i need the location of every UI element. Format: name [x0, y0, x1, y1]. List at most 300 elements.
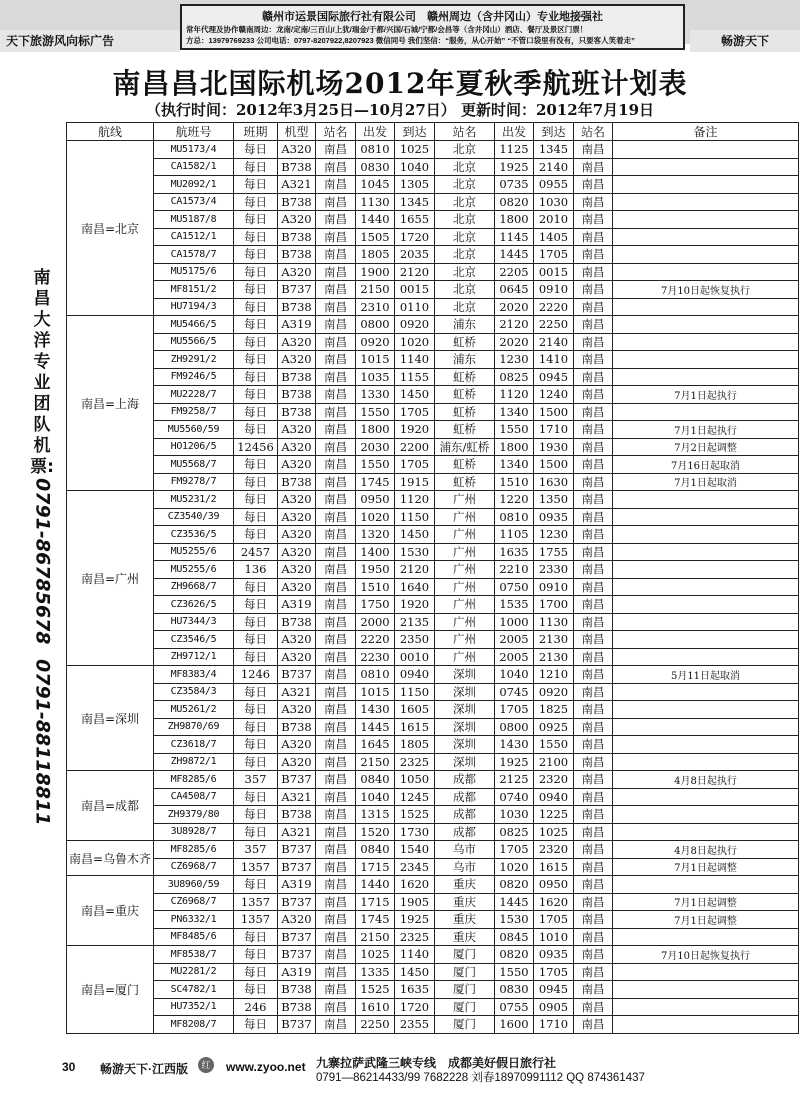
return-station-cell: 南昌 [574, 753, 613, 771]
origin-station-cell: 南昌 [316, 193, 356, 211]
return-station-cell: 南昌 [574, 246, 613, 264]
departure-time-cell: 2220 [356, 631, 395, 649]
aircraft-type-cell: B737 [278, 1016, 316, 1034]
remark-cell: 7月1日起调整 [613, 893, 799, 911]
arrival-time-cell: 1720 [395, 998, 435, 1016]
return-departure-time-cell: 0740 [495, 788, 534, 806]
origin-station-cell: 南昌 [316, 473, 356, 491]
departure-time-cell: 1805 [356, 246, 395, 264]
schedule-days-cell: 每日 [234, 263, 278, 281]
origin-station-cell: 南昌 [316, 1016, 356, 1034]
return-departure-time-cell: 0820 [495, 946, 534, 964]
origin-station-cell: 南昌 [316, 526, 356, 544]
remark-cell [613, 806, 799, 824]
return-station-cell: 南昌 [574, 176, 613, 194]
destination-station-cell: 北京 [435, 281, 495, 299]
departure-time-cell: 1130 [356, 193, 395, 211]
aircraft-type-cell: B738 [278, 806, 316, 824]
column-header: 站名 [435, 123, 495, 141]
destination-station-cell: 深圳 [435, 701, 495, 719]
flight-number-cell: CZ3626/5 [154, 596, 234, 614]
departure-time-cell: 1015 [356, 683, 395, 701]
return-departure-time-cell: 2205 [495, 263, 534, 281]
schedule-days-cell: 每日 [234, 491, 278, 509]
return-departure-time-cell: 0750 [495, 578, 534, 596]
table-row [67, 333, 799, 351]
destination-station-cell: 深圳 [435, 718, 495, 736]
table-row [67, 298, 799, 316]
destination-station-cell: 虹桥 [435, 333, 495, 351]
arrival-time-cell: 1925 [395, 911, 435, 929]
return-departure-time-cell: 1600 [495, 1016, 534, 1034]
remark-cell [613, 508, 799, 526]
arrival-time-cell: 1150 [395, 508, 435, 526]
flight-number-cell: ZH9379/80 [154, 806, 234, 824]
return-station-cell: 南昌 [574, 928, 613, 946]
flight-number-cell: CA1573/4 [154, 193, 234, 211]
flight-number-cell: 3U8960/59 [154, 876, 234, 894]
side-advert [30, 268, 54, 825]
schedule-days-cell: 每日 [234, 211, 278, 229]
return-station-cell: 南昌 [574, 403, 613, 421]
aircraft-type-cell: A320 [278, 421, 316, 439]
route-cell: 南昌=乌鲁木齐 [67, 841, 154, 876]
schedule-days-cell: 1357 [234, 893, 278, 911]
column-header: 航线 [67, 123, 154, 141]
column-header: 到达 [395, 123, 435, 141]
table-row [67, 648, 799, 666]
route-cell: 南昌=重庆 [67, 876, 154, 946]
origin-station-cell: 南昌 [316, 648, 356, 666]
destination-station-cell: 重庆 [435, 928, 495, 946]
destination-station-cell: 广州 [435, 561, 495, 579]
remark-cell [613, 246, 799, 264]
return-station-cell: 南昌 [574, 438, 613, 456]
return-station-cell: 南昌 [574, 473, 613, 491]
schedule-days-cell: 每日 [234, 316, 278, 334]
destination-station-cell: 厦门 [435, 963, 495, 981]
departure-time-cell: 1510 [356, 578, 395, 596]
table-row [67, 281, 799, 299]
schedule-days-cell: 1246 [234, 666, 278, 684]
arrival-time-cell: 1450 [395, 386, 435, 404]
departure-time-cell: 1440 [356, 211, 395, 229]
footer-ad-line1: 九寨拉萨武隆三峡专线 成都美好假日旅行社 [316, 1056, 557, 1070]
page-subtitle: （执行时间：2012年3月25日—10月27日） 更新时间：2012年7月19日 [145, 101, 655, 119]
remark-cell [613, 998, 799, 1016]
header-advert-title [182, 8, 683, 24]
return-departure-time-cell: 0825 [495, 368, 534, 386]
origin-station-cell: 南昌 [316, 508, 356, 526]
return-arrival-time-cell: 1410 [534, 351, 574, 369]
return-station-cell: 南昌 [574, 823, 613, 841]
flight-number-cell: MU5466/5 [154, 316, 234, 334]
destination-station-cell: 广州 [435, 543, 495, 561]
schedule-days-cell: 每日 [234, 246, 278, 264]
return-arrival-time-cell: 2320 [534, 771, 574, 789]
schedule-days-cell: 每日 [234, 981, 278, 999]
arrival-time-cell: 1920 [395, 421, 435, 439]
return-arrival-time-cell: 2100 [534, 753, 574, 771]
arrival-time-cell: 2120 [395, 263, 435, 281]
destination-station-cell: 广州 [435, 508, 495, 526]
arrival-time-cell: 1615 [395, 718, 435, 736]
flight-number-cell: CA4508/7 [154, 788, 234, 806]
departure-time-cell: 1750 [356, 596, 395, 614]
remark-cell [613, 491, 799, 509]
schedule-days-cell: 1357 [234, 911, 278, 929]
return-station-cell: 南昌 [574, 683, 613, 701]
return-arrival-time-cell: 2250 [534, 316, 574, 334]
publication-name: 畅游天下·江西版 [100, 1062, 188, 1076]
arrival-time-cell: 1915 [395, 473, 435, 491]
departure-time-cell: 1520 [356, 823, 395, 841]
departure-time-cell: 1025 [356, 946, 395, 964]
route-cell: 南昌=成都 [67, 771, 154, 841]
destination-station-cell: 成都 [435, 771, 495, 789]
flight-number-cell: SC4782/1 [154, 981, 234, 999]
destination-station-cell: 北京 [435, 246, 495, 264]
arrival-time-cell: 1635 [395, 981, 435, 999]
header-right-label: 畅游天下 [690, 30, 800, 52]
return-departure-time-cell: 1535 [495, 596, 534, 614]
destination-station-cell: 浦东/虹桥 [435, 438, 495, 456]
return-arrival-time-cell: 1500 [534, 403, 574, 421]
column-header: 到达 [534, 123, 574, 141]
aircraft-type-cell: B738 [278, 228, 316, 246]
return-arrival-time-cell: 1930 [534, 438, 574, 456]
return-departure-time-cell: 1020 [495, 858, 534, 876]
return-arrival-time-cell: 0945 [534, 368, 574, 386]
departure-time-cell: 1015 [356, 351, 395, 369]
return-departure-time-cell: 0810 [495, 508, 534, 526]
arrival-time-cell: 0940 [395, 666, 435, 684]
table-row [67, 263, 799, 281]
flight-number-cell: ZH9712/1 [154, 648, 234, 666]
aircraft-type-cell: B737 [278, 281, 316, 299]
schedule-days-cell: 每日 [234, 928, 278, 946]
return-station-cell: 南昌 [574, 193, 613, 211]
return-arrival-time-cell: 0935 [534, 946, 574, 964]
return-arrival-time-cell: 2220 [534, 298, 574, 316]
return-arrival-time-cell: 1755 [534, 543, 574, 561]
aircraft-type-cell: A321 [278, 176, 316, 194]
table-row [67, 211, 799, 229]
return-station-cell: 南昌 [574, 806, 613, 824]
return-station-cell: 南昌 [574, 613, 613, 631]
schedule-days-cell: 每日 [234, 648, 278, 666]
table-header-row [67, 123, 799, 141]
origin-station-cell: 南昌 [316, 351, 356, 369]
origin-station-cell: 南昌 [316, 281, 356, 299]
return-departure-time-cell: 1430 [495, 736, 534, 754]
table-row [67, 683, 799, 701]
page-footer [0, 1052, 800, 1100]
return-arrival-time-cell: 1700 [534, 596, 574, 614]
return-station-cell: 南昌 [574, 508, 613, 526]
arrival-time-cell: 1540 [395, 841, 435, 859]
return-station-cell: 南昌 [574, 158, 613, 176]
schedule-days-cell: 每日 [234, 631, 278, 649]
return-station-cell: 南昌 [574, 893, 613, 911]
return-station-cell: 南昌 [574, 998, 613, 1016]
table-row [67, 316, 799, 334]
remark-cell [613, 876, 799, 894]
destination-station-cell: 乌市 [435, 841, 495, 859]
schedule-days-cell: 357 [234, 771, 278, 789]
origin-station-cell: 南昌 [316, 893, 356, 911]
departure-time-cell: 0830 [356, 158, 395, 176]
return-arrival-time-cell: 1615 [534, 858, 574, 876]
destination-station-cell: 北京 [435, 298, 495, 316]
aircraft-type-cell: B738 [278, 718, 316, 736]
table-row [67, 876, 799, 894]
departure-time-cell: 2230 [356, 648, 395, 666]
aircraft-type-cell: A320 [278, 508, 316, 526]
return-arrival-time-cell: 0945 [534, 981, 574, 999]
return-station-cell: 南昌 [574, 771, 613, 789]
table-row [67, 946, 799, 964]
return-station-cell: 南昌 [574, 666, 613, 684]
departure-time-cell: 0920 [356, 333, 395, 351]
return-departure-time-cell: 1800 [495, 211, 534, 229]
flight-number-cell: MF8383/4 [154, 666, 234, 684]
header-company: 赣州市运景国际旅行社有限公司 [262, 11, 416, 23]
remark-cell [613, 963, 799, 981]
return-arrival-time-cell: 2320 [534, 841, 574, 859]
aircraft-type-cell: A320 [278, 578, 316, 596]
schedule-days-cell: 1357 [234, 858, 278, 876]
return-departure-time-cell: 1030 [495, 806, 534, 824]
remark-cell [613, 141, 799, 159]
aircraft-type-cell: A319 [278, 876, 316, 894]
arrival-time-cell: 1730 [395, 823, 435, 841]
return-station-cell: 南昌 [574, 298, 613, 316]
table-row [67, 631, 799, 649]
aircraft-type-cell: A321 [278, 823, 316, 841]
aircraft-type-cell: B738 [278, 981, 316, 999]
flight-number-cell: MU5255/6 [154, 543, 234, 561]
origin-station-cell: 南昌 [316, 333, 356, 351]
table-row [67, 841, 799, 859]
flight-number-cell: MF8285/6 [154, 841, 234, 859]
origin-station-cell: 南昌 [316, 876, 356, 894]
return-departure-time-cell: 1340 [495, 403, 534, 421]
return-station-cell: 南昌 [574, 281, 613, 299]
destination-station-cell: 虹桥 [435, 368, 495, 386]
arrival-time-cell: 2035 [395, 246, 435, 264]
flight-number-cell: MU2228/7 [154, 386, 234, 404]
schedule-days-cell: 12456 [234, 438, 278, 456]
remark-cell: 4月8日起执行 [613, 841, 799, 859]
return-station-cell: 南昌 [574, 211, 613, 229]
origin-station-cell: 南昌 [316, 403, 356, 421]
origin-station-cell: 南昌 [316, 981, 356, 999]
aircraft-type-cell: A320 [278, 141, 316, 159]
return-station-cell: 南昌 [574, 491, 613, 509]
header-left-label: 天下旅游风向标广告 [0, 30, 180, 52]
departure-time-cell: 0950 [356, 491, 395, 509]
origin-station-cell: 南昌 [316, 176, 356, 194]
arrival-time-cell: 1345 [395, 193, 435, 211]
return-departure-time-cell: 1550 [495, 963, 534, 981]
flight-number-cell: MU5173/4 [154, 141, 234, 159]
flight-number-cell: CA1578/7 [154, 246, 234, 264]
schedule-days-cell: 每日 [234, 823, 278, 841]
site-url[interactable]: www.zyoo.net [226, 1060, 306, 1074]
arrival-time-cell: 1655 [395, 211, 435, 229]
return-arrival-time-cell: 0905 [534, 998, 574, 1016]
aircraft-type-cell: A320 [278, 561, 316, 579]
table-row [67, 858, 799, 876]
return-arrival-time-cell: 0935 [534, 508, 574, 526]
departure-time-cell: 1430 [356, 701, 395, 719]
table-row [67, 368, 799, 386]
origin-station-cell: 南昌 [316, 823, 356, 841]
schedule-days-cell: 每日 [234, 456, 278, 474]
remark-cell [613, 578, 799, 596]
destination-station-cell: 厦门 [435, 998, 495, 1016]
return-station-cell: 南昌 [574, 736, 613, 754]
flight-number-cell: CZ3540/39 [154, 508, 234, 526]
table-row [67, 736, 799, 754]
column-header: 机型 [278, 123, 316, 141]
schedule-days-cell: 每日 [234, 806, 278, 824]
destination-station-cell: 成都 [435, 788, 495, 806]
table-row [67, 613, 799, 631]
origin-station-cell: 南昌 [316, 946, 356, 964]
table-row [67, 718, 799, 736]
origin-station-cell: 南昌 [316, 543, 356, 561]
return-station-cell: 南昌 [574, 263, 613, 281]
flight-number-cell: MF8485/6 [154, 928, 234, 946]
return-arrival-time-cell: 0925 [534, 718, 574, 736]
return-station-cell: 南昌 [574, 141, 613, 159]
remark-cell: 7月1日起执行 [613, 421, 799, 439]
aircraft-type-cell: B737 [278, 666, 316, 684]
departure-time-cell: 1525 [356, 981, 395, 999]
return-departure-time-cell: 2125 [495, 771, 534, 789]
destination-station-cell: 广州 [435, 526, 495, 544]
arrival-time-cell: 2355 [395, 1016, 435, 1034]
column-header: 出发 [495, 123, 534, 141]
page-header [0, 0, 800, 58]
schedule-days-cell: 每日 [234, 403, 278, 421]
arrival-time-cell: 0920 [395, 316, 435, 334]
departure-time-cell: 1550 [356, 403, 395, 421]
remark-cell [613, 823, 799, 841]
schedule-days-cell: 136 [234, 561, 278, 579]
return-departure-time-cell: 1510 [495, 473, 534, 491]
return-arrival-time-cell: 1350 [534, 491, 574, 509]
return-station-cell: 南昌 [574, 981, 613, 999]
aircraft-type-cell: B738 [278, 613, 316, 631]
remark-cell [613, 351, 799, 369]
departure-time-cell: 1715 [356, 893, 395, 911]
origin-station-cell: 南昌 [316, 841, 356, 859]
remark-cell [613, 368, 799, 386]
return-arrival-time-cell: 1710 [534, 421, 574, 439]
origin-station-cell: 南昌 [316, 736, 356, 754]
arrival-time-cell: 2120 [395, 561, 435, 579]
origin-station-cell: 南昌 [316, 421, 356, 439]
remark-cell [613, 928, 799, 946]
schedule-days-cell: 每日 [234, 736, 278, 754]
remark-cell: 7月2日起调整 [613, 438, 799, 456]
aircraft-type-cell: A319 [278, 596, 316, 614]
remark-cell: 7月10日起恢复执行 [613, 946, 799, 964]
return-departure-time-cell: 0820 [495, 193, 534, 211]
return-station-cell: 南昌 [574, 631, 613, 649]
origin-station-cell: 南昌 [316, 666, 356, 684]
arrival-time-cell: 0015 [395, 281, 435, 299]
return-station-cell: 南昌 [574, 841, 613, 859]
remark-cell [613, 561, 799, 579]
destination-station-cell: 虹桥 [435, 421, 495, 439]
return-departure-time-cell: 1925 [495, 753, 534, 771]
flight-number-cell: CZ3546/5 [154, 631, 234, 649]
remark-cell [613, 981, 799, 999]
table-row [67, 1016, 799, 1034]
departure-time-cell: 1040 [356, 788, 395, 806]
return-departure-time-cell: 0735 [495, 176, 534, 194]
aircraft-type-cell: B737 [278, 841, 316, 859]
schedule-days-cell: 每日 [234, 526, 278, 544]
flight-number-cell: 3U8928/7 [154, 823, 234, 841]
return-station-cell: 南昌 [574, 718, 613, 736]
aircraft-type-cell: A320 [278, 648, 316, 666]
return-arrival-time-cell: 1500 [534, 456, 574, 474]
table-row [67, 701, 799, 719]
return-station-cell: 南昌 [574, 701, 613, 719]
departure-time-cell: 2150 [356, 281, 395, 299]
destination-station-cell: 浦东 [435, 316, 495, 334]
return-arrival-time-cell: 0015 [534, 263, 574, 281]
schedule-days-cell: 每日 [234, 333, 278, 351]
table-row [67, 508, 799, 526]
flight-number-cell: MU5231/2 [154, 491, 234, 509]
return-station-cell: 南昌 [574, 578, 613, 596]
return-arrival-time-cell: 1210 [534, 666, 574, 684]
aircraft-type-cell: A320 [278, 701, 316, 719]
column-header: 出发 [356, 123, 395, 141]
table-row [67, 596, 799, 614]
arrival-time-cell: 1640 [395, 578, 435, 596]
table-row [67, 998, 799, 1016]
departure-time-cell: 0810 [356, 141, 395, 159]
side-advert-phone2: 0791-88118811 [31, 658, 54, 826]
remark-cell [613, 403, 799, 421]
table-row [67, 176, 799, 194]
origin-station-cell: 南昌 [316, 718, 356, 736]
flight-number-cell: MU5560/59 [154, 421, 234, 439]
aircraft-type-cell: B738 [278, 473, 316, 491]
table-row [67, 753, 799, 771]
remark-cell [613, 316, 799, 334]
return-station-cell: 南昌 [574, 228, 613, 246]
flight-number-cell: MF8285/6 [154, 771, 234, 789]
arrival-time-cell: 1025 [395, 141, 435, 159]
table-row [67, 491, 799, 509]
return-departure-time-cell: 1340 [495, 456, 534, 474]
return-arrival-time-cell: 2010 [534, 211, 574, 229]
destination-station-cell: 北京 [435, 141, 495, 159]
origin-station-cell: 南昌 [316, 858, 356, 876]
departure-time-cell: 2030 [356, 438, 395, 456]
departure-time-cell: 1745 [356, 911, 395, 929]
return-arrival-time-cell: 1030 [534, 193, 574, 211]
return-station-cell: 南昌 [574, 543, 613, 561]
